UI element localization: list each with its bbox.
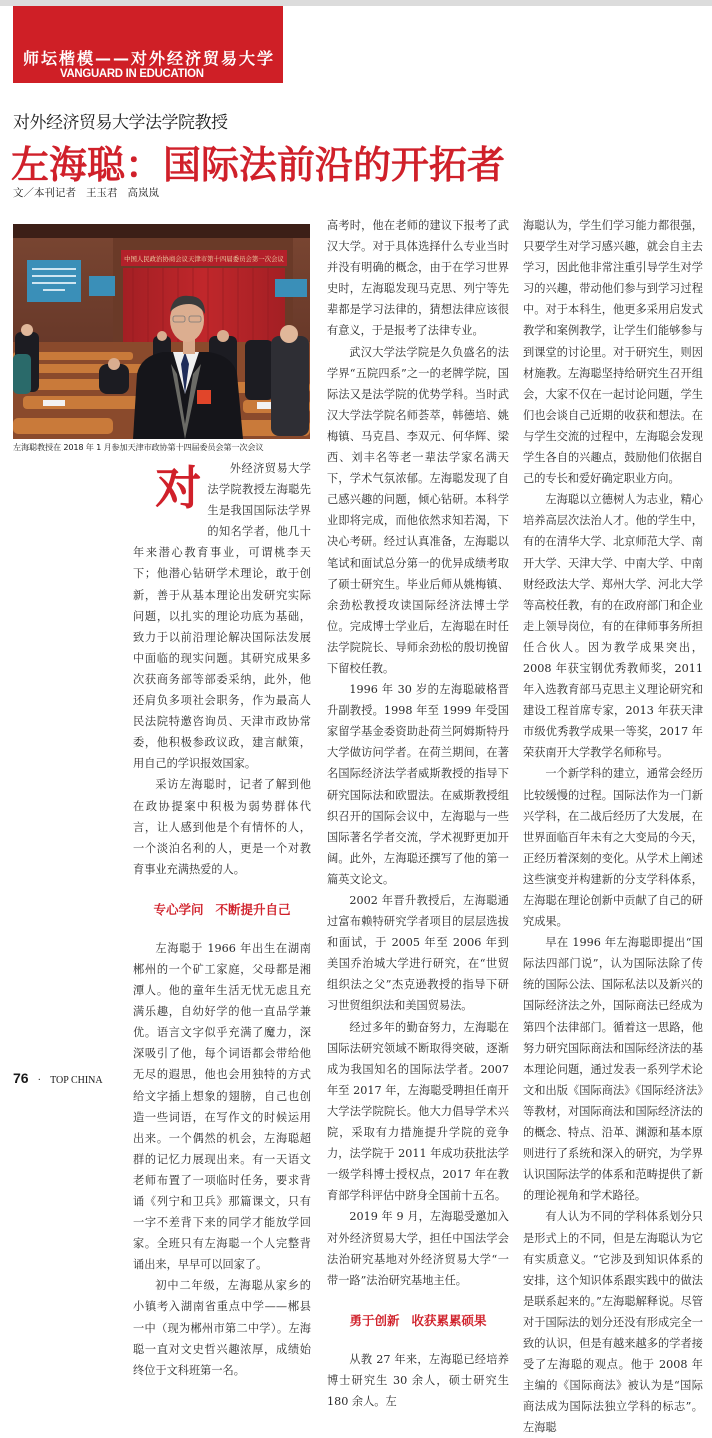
drop-cap: 对 xyxy=(155,461,202,515)
body-paragraph: 早在 1996 年左海聪即提出“国际法四部门说”，认为国际法除了传统的国际公法、国际私法以及新兴的国际经济法之外，国际商法已经成为第四个法律部门。循着这一思路，他努力研究国际商法和国际经济法的基本理论问题，通过发表一系列学术论文和出版《国际商法》《国际经济法》等教材，对国际商法和国际经济法的的概念、特点、沿革、渊源和基本原则进行了系统和深入的研究，为学界认识国际法学的体系和范畴提供了新的理论视角和学术路径。 xyxy=(523,936,703,1203)
body-paragraph: 海聪认为，学生们学习能力都很强，只要学生对学习感兴趣，就会自主去学习，因此他非常注重引导学生对学习的兴趣，带动他们参与到学习过程中。对于本科生，他更多采用启发式教学和案例教学，让学生们能够参与到课堂的讨论里。对于研究生，则因材施教。左海聪坚持给研究生召开组会，大家不仅在一起讨论问题，学生们也会谈自己近期的收获和想法。在与学生交流的过程中，左海聪会发现学生各自的兴趣点，鼓励他们依据自己的专长和爱好确定职业方向。 xyxy=(523,219,703,486)
body-paragraph: 初中二年级，左海聪从家乡的小镇考入湖南省重点中学——郴县一中（现为郴州市第二中学）。左海聪一直对文史哲兴趣浓厚，成绩始终位于文科班第一名。 xyxy=(133,1279,311,1377)
body-paragraph: 经过多年的勤奋努力，左海聪在国际法研究领域不断取得突破，逐渐成为我国知名的国际法学者。2007 年至 2017 年，左海聪受聘担任南开大学法学院院长。他大力倡导学术兴院，采取有力措施提升学院的竞争力，法学院于 2011 年成功获批法学一级学科博士授权点，2017 年在教育部学科评估中跻身全国前十五名。 xyxy=(327,1020,509,1203)
body-paragraph: 左海聪以立德树人为志业，精心培养高层次法治人才。他的学生中，有的在清华大学、北京师范大学、南开大学、天津大学、中南大学、中南财经政法大学、郑州大学、河北大学等高校任教，有的在政府部门和企业走上领导岗位，有的在律师事务所担任合伙人。因为教学成果突出，2008 年获宝钢优秀教师奖，2011 年入选教育部马克思主义理论研究和建设工程首席专家，2013 年获天津市级优秀教学成果一等奖，2017 年荣获南开大学教学名师称号。 xyxy=(523,493,703,760)
byline xyxy=(13,185,169,200)
article-kicker: 对外经济贸易大学法学院教授 xyxy=(13,113,228,133)
body-paragraph: 有人认为不同的学科体系划分只是形式上的不同，但是左海聪认为它有实质意义。“它涉及到知识体系的安排，这个知识体系跟实践中的做法是联系起来的。”左海聪解释说。尽管对于国际法的划分还没有形成完全一致的认识，但是有越来越多的学者接受了左海聪的观点。他于 2008 年主编的《国际商法》被认为是“国际商法成为国际法独立学科的标志”。左海聪 xyxy=(523,1210,703,1435)
body-paragraph: 从教 27 年来，左海聪已经培养博士研究生 30 余人，硕士研究生 180 余人。左 xyxy=(327,1352,509,1408)
body-paragraph: 2002 年晋升教授后，左海聪通过富布赖特研究学者项目的层层选拔和面试，于 2005 年至 2006 年到美国乔治城大学进行研究，在“世贸组织法之父”杰克逊教授的指导下研习世贸组织法和美国贸易法。 xyxy=(327,894,509,1013)
page-footer xyxy=(13,1068,103,1087)
intro-paragraph: 采访左海聪时，记者了解到他在政协提案中积极为弱势群体代言，让人感到他是个有情怀的人，一个淡泊名利的人，更是一个对教育事业充满热爱的人。 xyxy=(133,778,311,876)
byline-prefix: 文／本刊记者 xyxy=(13,187,76,199)
body-paragraph: 2019 年 9 月，左海聪受邀加入对外经济贸易大学，担任中国法学会法治研究基地对外经济贸易大学“一带一路”法治研究基地主任。 xyxy=(327,1210,509,1287)
hall-banner-text: 中国人民政治协商会议天津市第十四届委员会第一次会议 xyxy=(124,255,284,263)
screen-left xyxy=(27,260,81,302)
article-headline: 左海聪：国际法前沿的开拓者 xyxy=(11,143,506,187)
photo-caption: 左海聪教授在 2018 年 1 月参加天津市政协第十四届委员会第一次会议 xyxy=(13,442,264,452)
intro-paragraph: 对 外经济贸易大学法学院教授左海聪先生是我国国际法学界的知名学者，他几十年来潜心教育事业，可谓桃李天下；他潜心钻研学术理论，敢于创新，善于从基本理论出发研究实际问题，以扎实的理论功底为基础，致力于以前沿理论解决国际法发展中面临的现实问题。其研究成果多次获商务部等部委采纳，此外，他还肩负多项社会职务，作为最高人民法院特邀咨询员、天津市政协常委，他积极参政议政，建言献策，用自己的学识报效国家。 xyxy=(133,461,311,771)
body-paragraph: 左海聪于 1966 年出生在湖南郴州的一个矿工家庭，父母都是湘潭人。他的童年生活无忧无虑且充满乐趣，自幼好学的他一直品学兼优。语言文字似乎充满了魔力，深深吸引了他，每个词语都会带给他无尽的遐思，他也会用独特的方式给文字插上想象的翅膀，自己也创造一些词语，在写作文的时候运用出来。一个偶然的机会，左海聪超群的记忆力展现出来。有一天语文老师布置了一项临时任务，要求背诵《列宁和卫兵》那篇课文，只有一字不差背下来的同学才能放学回家。全班只有左海聪一个人完整背诵出来，早早可以回家了。 xyxy=(133,941,311,1272)
byline-author: 高岚岚 xyxy=(127,187,159,199)
section-heading: 专心学问 不断提升自己 xyxy=(153,901,291,917)
body-paragraph: 武汉大学法学院是久负盛名的法学界“五院四系”之一的老牌学院，国际法又是法学院的优势学科。当时武汉大学法学院名师荟萃，韩德培、姚梅镇、马克昌、李双元、何华辉、梁西、刘丰名等老一辈法学家名满天下，学术气氛浓郁。左海聪发现了自己感兴趣的问题，倾心钻研。本科学业即将完成，而他依然求知若渴，下决心考研。经过认真准备，左海聪以笔试和面试总分第一的优异成绩考取了硕士研究生。毕业后师从姚梅镇、余劲松教授攻读国际经济法博士学位。完成博士学业后，左海聪在时任法学院院长、导师余劲松的殷切挽留下留校任教。 xyxy=(327,345,509,675)
publication-name: TOP CHINA xyxy=(50,1075,103,1086)
body-paragraph: 高考时，他在老师的建议下报考了武汉大学。对于具体选择什么专业当时并没有明确的概念，由于在学习世界史时，左海聪发现马克思、列宁等先辈都是学习法律的，猜想法律应该很有意义，于是报考了法律专业。 xyxy=(327,219,509,338)
article-column-2 xyxy=(327,215,509,1412)
byline-author: 王玉君 xyxy=(86,187,118,199)
section-banner-subtitle: VANGUARD IN EDUCATION xyxy=(60,66,204,80)
section-heading: 勇于创新 收获累累硕果 xyxy=(349,1312,487,1328)
footer-separator: · xyxy=(37,1075,42,1086)
conference-hall-photo xyxy=(13,224,310,439)
section-banner-title: 师坛楷模——对外经济贸易大学 xyxy=(23,49,276,68)
page-number: 76 xyxy=(13,1070,29,1086)
article-column-3 xyxy=(523,215,703,1438)
article-column-1 xyxy=(133,458,311,1381)
body-paragraph: 1996 年 30 岁的左海聪破格晋升副教授。1998 年至 1999 年受国家留学基金委资助赴荷兰阿姆斯特丹大学做访问学者。在荷兰期间，在著名国际经济法学者威斯教授的指导下研究国际法和欧盟法。在威斯教授组织召开的国际会议中，左海聪与一些国际著名学者交流，学术视野更加开阔。此外，左海聪还撰写了他的第一篇英文论文。 xyxy=(327,683,509,886)
section-banner xyxy=(13,6,283,83)
article-photo xyxy=(13,224,310,439)
body-paragraph: 一个新学科的建立，通常会经历比较缓慢的过程。国际法作为一门新兴学科，在二战后经历了大发展，在世界面临百年未有之大变局的今天，正经历着深刻的变化。从学术上阐述这些演变并构建新的分支学科体系，左海聪在理论创新中贡献了自己的研究成果。 xyxy=(523,767,703,929)
